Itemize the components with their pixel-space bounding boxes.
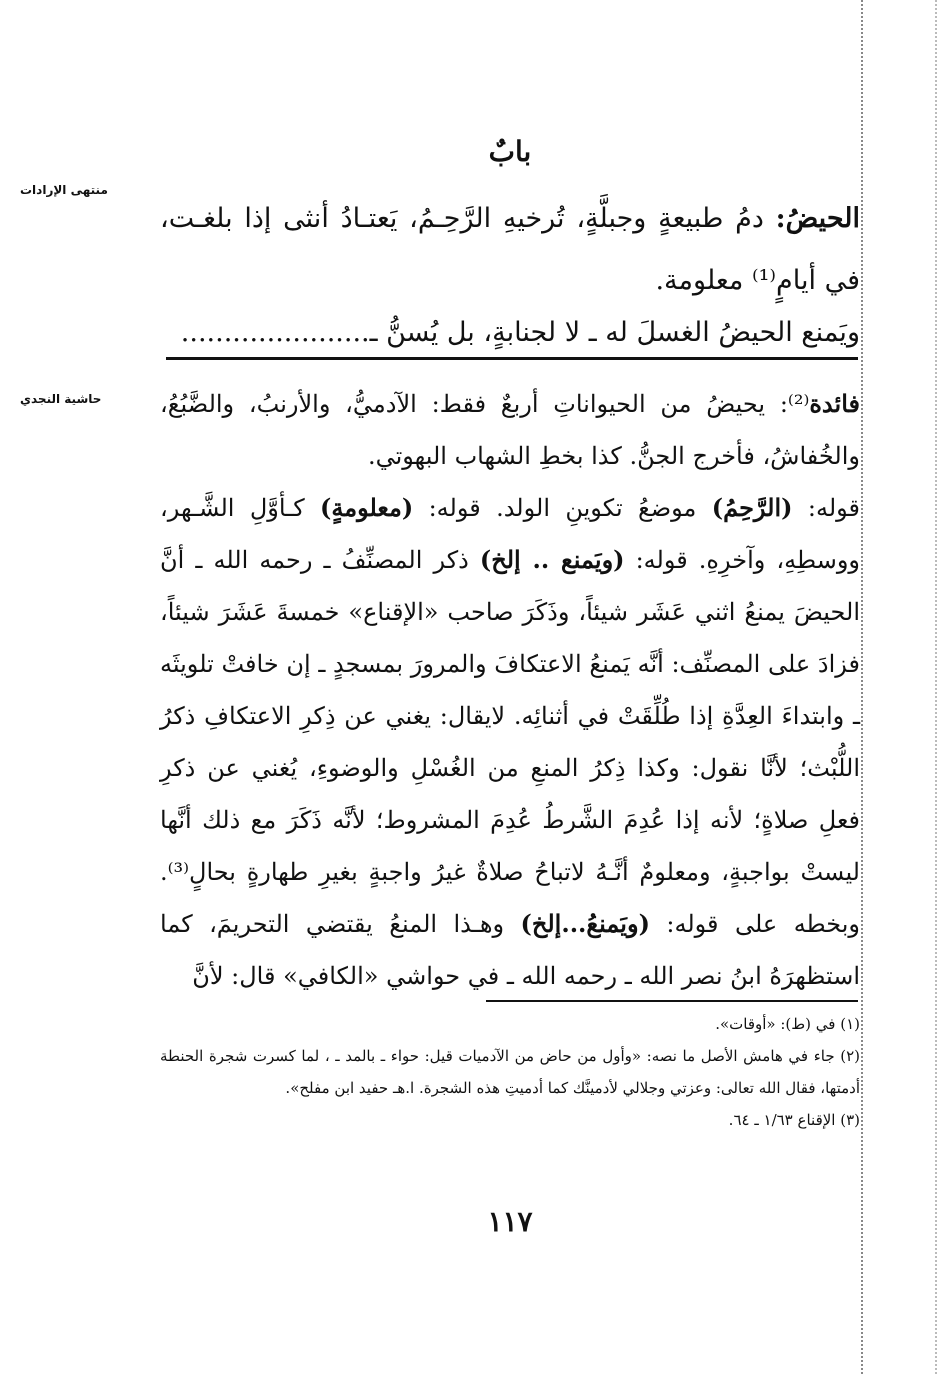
- matn-dots: ......................: [180, 317, 370, 348]
- commentary-keyword: (الرَّحِمُ): [711, 493, 793, 522]
- commentary-keyword: (ويَمنع .. إلخ): [479, 545, 625, 574]
- commentary-text-span: موضعُ تكوينِ الولد. قوله:: [413, 494, 712, 522]
- commentary-term: فائدة: [809, 389, 860, 418]
- footnote-1: (١) في (ط): «أوقات».: [715, 1015, 860, 1033]
- matn-definition: دمُ طبيعةٍ وجبلَّةٍ، تُرخيهِ الرَّحِـمُ، يَعتـادُ أنثى إذا بلغـت، في أيامٍ⁽¹⁾ معلومة.: [160, 203, 860, 296]
- commentary-keyword: (معلومةٍ): [320, 493, 414, 522]
- commentary-text: [160, 378, 860, 1002]
- side-label-commentary-source: حاشية النجدي: [20, 392, 102, 406]
- commentary-text-span: ذكر المصنِّفُ ـ رحمه الله ـ أنَّ الحيضَ يمنعُ اثني عَشَر شيئاً، وذَكَرَ صاحب «الإقناع» خمسةَ عَشَرَ شيئاً، فزادَ على المصنِّف: أنَّه يَمنعُ الاعتكافَ والمرورَ بمسجدٍ ـ إن خافتْ تلويثَه ـ وابتداءَ العِدَّةِ إذا طُلِّقَتْ في أثنائِه. لايقال: يغني عن ذِكرِ الاعتكافِ ذكرُ اللُّبْث؛ لأنَّا نقول: وكذا ذِكرُ المنعِ من الغُسْلِ والوضوءِ، يُغني عن ذكرِ فعلِ صلاةٍ؛ لأنه إذا عُدِمَ الشَّرطُ عُدِمَ المشروط؛ لأنَّه ذَكَرَ مع ذلك أنَّها ليستْ بواجبةٍ، ومعلومٌ أنَّـهُ لاتباحُ صلاةٌ غيرُ واجبةٍ بغيرِ طهارةٍ بحالٍ⁽³⁾. وبخطه على قوله:: [160, 546, 861, 938]
- commentary-text-span: وهـذا المنعُ يقتضي التحريمَ، كما استظهرَهُ ابنُ نصر الله ـ رحمه الله ـ في حواشي «الكافي» قال: لأنَّ: [160, 910, 860, 990]
- scan-edge-line: [861, 0, 863, 1374]
- chapter-title: بابٌ: [488, 135, 532, 168]
- scan-edge-line: [935, 0, 937, 1374]
- commentary-keyword: (ويَمنعُ...إلخ): [520, 909, 650, 938]
- commentary-paragraph: [160, 482, 860, 1002]
- footnote-3: (٣) الإقناع ١/٦٣ ـ ٦٤.: [728, 1111, 860, 1129]
- matn-text: [160, 188, 860, 312]
- matn-continuation: [160, 305, 860, 361]
- commentary-text-span: قوله:: [792, 494, 861, 522]
- footnote-2: (٢) جاء في هامش الأصل ما نصه: «وأول من حاض من الآدميات قيل: حواء ـ بالمد ـ ، لما كسرت شجرة الحنطة أدمتها، فقال الله تعالى: وعزتي وجلالي لأدمينَّك كما أدميتِ هذه الشجرة. ا.هـ حفيد ابن مفلح».: [160, 1047, 860, 1097]
- matn-line2: ويَمنع الحيضُ الغسلَ له ـ لا لجنابةٍ، بل يُسنُّ ـ: [369, 317, 860, 348]
- matn-term: الحيضُ:: [775, 203, 860, 234]
- section-divider: [166, 357, 858, 360]
- footnote-divider: [486, 1000, 858, 1002]
- side-label-matn-source: منتهى الإرادات: [20, 183, 108, 197]
- commentary-text-span: ⁽²⁾: يحيضُ من الحيواناتِ أربعٌ فقط: الآدميُّ، والأرنبُ، والضَّبُعُ، والخُفاشُ، فأخرج الجنُّ. كذا بخطِ الشهاب البهوتي.: [160, 390, 860, 470]
- commentary-paragraph: [160, 378, 860, 482]
- footnotes: [160, 1008, 860, 1136]
- page-number: ١١٧: [487, 1205, 533, 1238]
- commentary-text-span: كـأوَّلِ الشَّـهر، ووسطِهِ، وآخرِهِ. قوله:: [160, 494, 860, 574]
